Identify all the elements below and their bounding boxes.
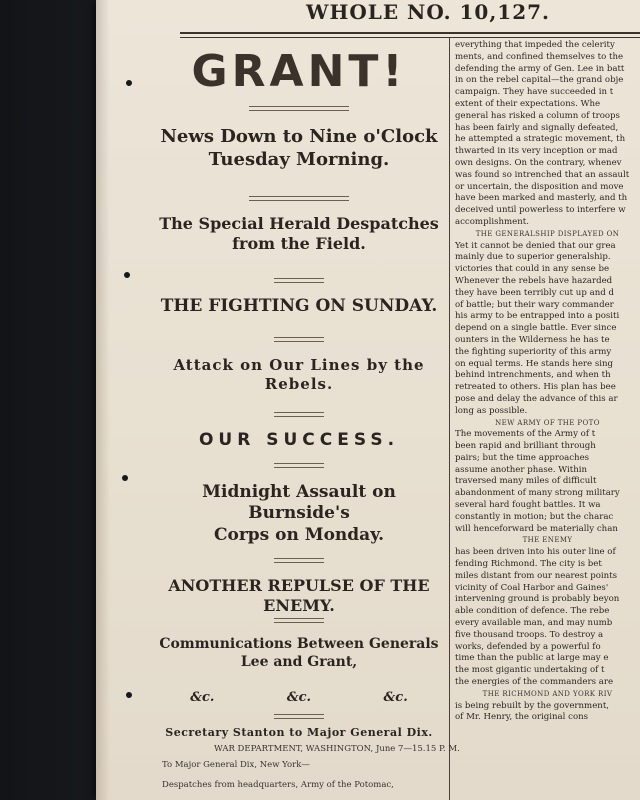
text-line: traversed many miles of difficult	[455, 476, 597, 487]
deck-communications: Communications Between Generals Lee and Grant,	[159, 636, 439, 670]
binding-hole	[126, 692, 132, 698]
deck-news-down: News Down to Nine o'Clock Tuesday Morning.	[160, 126, 438, 170]
text-line: ounters in the Wilderness he has te	[455, 334, 610, 345]
text-line: has been driven into his outer line of	[455, 547, 616, 558]
decorative-rule	[274, 558, 324, 563]
text-line: his army to be entrapped into a positi	[455, 311, 620, 322]
decorative-rule	[274, 337, 324, 342]
salutation: To Major General Dix, New York—	[162, 760, 310, 770]
text-line: own designs. On the contrary, whenev	[455, 157, 622, 168]
text-line: five thousand troops. To destroy a	[455, 629, 604, 640]
main-headline: GRANT!	[191, 46, 407, 97]
deck-another-repulse: ANOTHER REPULSE OF THE ENEMY.	[168, 576, 430, 615]
text-line: retreated to others. His plan has bee	[455, 382, 616, 393]
text-line: extent of their expectations. Whe	[455, 98, 601, 109]
text-line: long as possible.	[455, 405, 528, 416]
decorative-rule	[249, 196, 349, 201]
text-line: abandonment of many strong military	[455, 488, 620, 499]
text-line: defending the army of Gen. Lee in batt	[455, 63, 625, 74]
text-line: constantly in motion; but the charac	[455, 511, 614, 522]
binding-hole	[124, 272, 130, 278]
text-line: pairs; but the time approaches	[455, 452, 590, 463]
text-line: time than the public at large may e	[455, 653, 609, 664]
masthead	[180, 0, 640, 26]
subheading: THE ENEMY	[522, 536, 573, 545]
decorative-rule	[274, 618, 324, 623]
text-line: Whenever the rebels have hazarded	[455, 275, 613, 286]
text-line: thwarted in its very inception or mad	[455, 146, 618, 157]
text-line: is being rebuilt by the government,	[455, 700, 610, 711]
newspaper-page	[96, 0, 640, 800]
text-line: they have been terribly cut up and d	[455, 287, 614, 298]
text-line: will henceforward be materially chan	[455, 523, 618, 534]
subheading: THE GENERALSHIP DISPLAYED ON	[475, 229, 620, 238]
dateline: WAR DEPARTMENT, WASHINGTON, June 7—15.15 P. M.	[214, 744, 460, 754]
text-line: has been fairly and signally defeated,	[455, 122, 619, 133]
text-line: he attempted a strategic movement, th	[455, 134, 626, 145]
decorative-rule	[274, 278, 324, 283]
text-line: have been marked and masterly, and th	[455, 193, 628, 204]
text-line: intervening ground is probably beyon	[455, 594, 620, 605]
deck-herald-despatches: The Special Herald Despatches from the Field.	[159, 214, 439, 253]
article-column	[455, 40, 640, 800]
text-line: was found so intrenched that an assault	[455, 169, 630, 180]
text-line: on equal terms. He stands here sing	[455, 358, 614, 369]
text-line: been rapid and brilliant through	[455, 441, 596, 452]
body-text: Despatches from headquarters, Army of the Potomac,	[162, 780, 394, 790]
text-line: able condition of defence. The rebe	[455, 606, 610, 617]
headline-column	[154, 38, 460, 800]
text-line: or uncertain, the disposition and move	[455, 181, 624, 192]
text-line: the energies of the commanders are	[455, 677, 614, 688]
text-line: depend on a single battle. Ever since	[455, 323, 617, 334]
text-line: works, defended by a powerful fo	[455, 641, 601, 652]
text-line: miles distant from our nearest points	[455, 570, 618, 581]
text-line: ments, and confined themselves to the	[455, 51, 624, 62]
text-line: general has risked a column of troops	[455, 110, 620, 121]
deck-our-success: OUR SUCCESS.	[198, 430, 400, 450]
deck-stanton-to-dix: Secretary Stanton to Major General Dix.	[165, 726, 433, 739]
column-divider	[449, 38, 450, 800]
text-line: the fighting superiority of this army	[455, 346, 612, 357]
text-line: in on the rebel capital—the grand obje	[455, 75, 624, 86]
text-line: fending Richmond. The city is bet	[455, 559, 602, 570]
text-line: The movements of the Army of t	[455, 429, 596, 440]
decorative-rule	[274, 714, 324, 719]
binding-hole	[122, 475, 128, 481]
subheading: NEW ARMY OF THE POTO	[495, 418, 600, 427]
text-line: the most gigantic undertaking of t	[455, 665, 605, 676]
text-line: Yet it cannot be denied that our grea	[455, 240, 616, 251]
deck-midnight-assault: Midnight Assault on Burnside's Corps on Monday.	[202, 482, 396, 545]
text-line: deceived until powerless to interfere w	[455, 205, 626, 216]
text-line: accomplishment.	[455, 216, 529, 227]
text-line: of Mr. Henry, the original cons	[455, 712, 589, 723]
text-line: every available man, and may numb	[455, 618, 613, 629]
text-line: of battle; but their wary commander	[455, 299, 614, 310]
etc-line: &c. &c. &c.	[190, 690, 408, 705]
text-line: assume another phase. Within	[455, 464, 588, 475]
decorative-rule	[249, 106, 349, 111]
text-line: pose and delay the advance of this ar	[455, 393, 618, 404]
binding-hole	[126, 80, 132, 86]
text-line: campaign. They have succeeded in t	[455, 87, 614, 98]
text-line: several hard fought battles. It wa	[455, 500, 601, 511]
decorative-rule	[274, 412, 324, 417]
decorative-rule	[274, 463, 324, 468]
subheading: THE RICHMOND AND YORK RIV	[482, 689, 613, 698]
text-line: victories that could in any sense be	[455, 264, 610, 275]
text-line: mainly due to superior generalship.	[455, 252, 611, 263]
deck-attack-lines: Attack on Our Lines by the Rebels.	[173, 356, 425, 393]
text-line: behind intrenchments, and when th	[455, 370, 611, 381]
text-line: everything that impeded the celerity	[455, 40, 615, 50]
deck-fighting-sunday: THE FIGHTING ON SUNDAY.	[160, 296, 438, 316]
issue-number: WHOLE NO. 10,127.	[306, 0, 551, 24]
text-line: vicinity of Coal Harbor and Gaines'	[455, 582, 609, 593]
